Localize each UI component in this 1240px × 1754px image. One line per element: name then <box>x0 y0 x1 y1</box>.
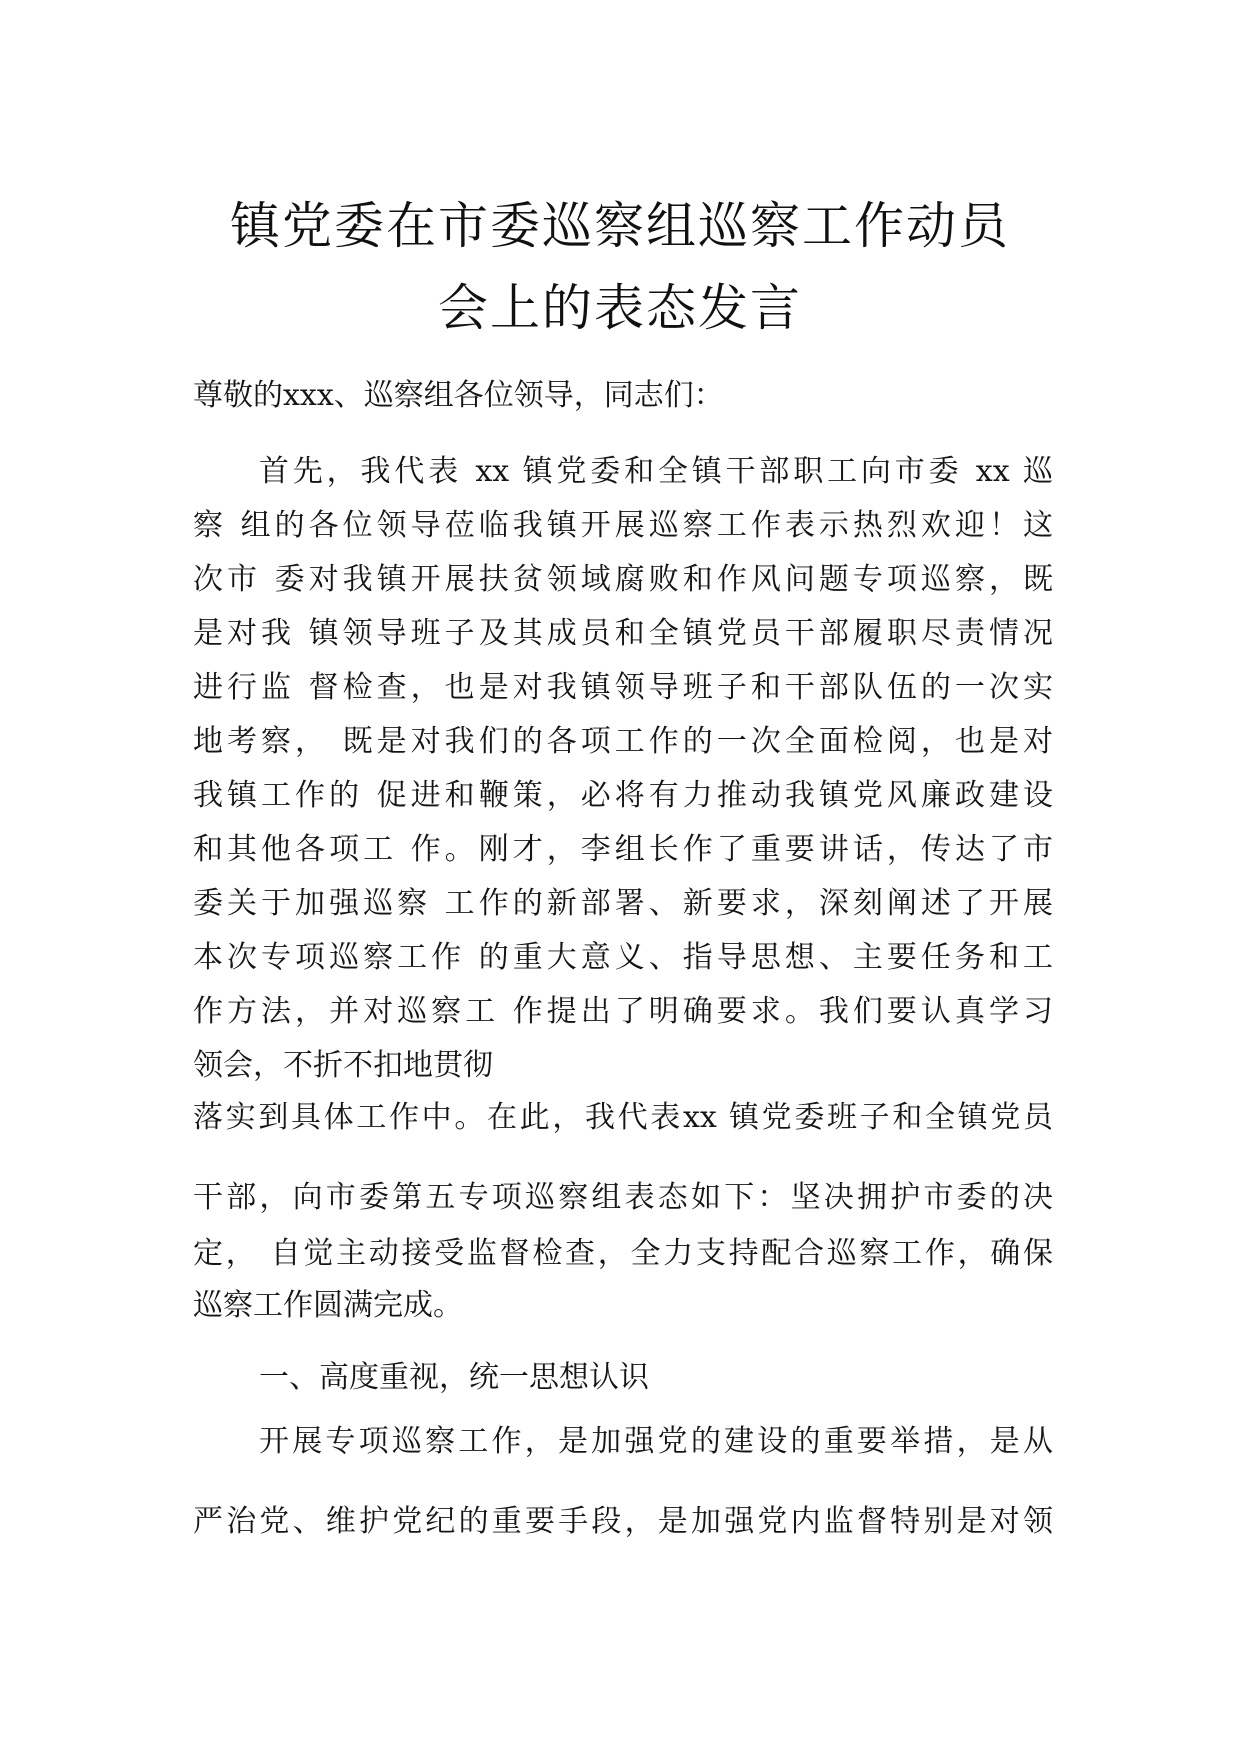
body-line: 和其他各项工 作。刚才，李组长作了重要讲话，传达了市 <box>193 832 1053 867</box>
body-line: 落实到具体工作中。在此，我代表xx 镇党委班子和全镇党员 <box>193 1100 1053 1135</box>
section-heading: 一、高度重视，统一思想认识 <box>259 1360 649 1395</box>
body-line: 我镇工作的 促进和鞭策，必将有力推动我镇党风廉政建设 <box>193 778 1053 813</box>
body-line: 地考察， 既是对我们的各项工作的一次全面检阅，也是对 <box>193 724 1053 759</box>
section-line: 严治党、维护党纪的重要手段，是加强党内监督特别是对领 <box>193 1504 1053 1539</box>
document-title-line-1: 镇党委在市委巡察组巡察工作动员 <box>230 197 1010 255</box>
body-line: 领会，不折不扣地贯彻 <box>193 1048 493 1083</box>
body-line: 本次专项巡察工作 的重大意义、指导思想、主要任务和工 <box>193 940 1053 975</box>
salutation: 尊敬的xxx、巡察组各位领导，同志们： <box>193 378 724 413</box>
section-line: 开展专项巡察工作，是加强党的建设的重要举措，是从 <box>259 1424 1053 1459</box>
body-line: 是对我 镇领导班子及其成员和全镇党员干部履职尽责情况 <box>193 616 1053 651</box>
body-line: 进行监 督检查，也是对我镇领导班子和干部队伍的一次实 <box>193 670 1053 705</box>
body-line: 委关于加强巡察 工作的新部署、新要求，深刻阐述了开展 <box>193 886 1053 921</box>
body-line: 定， 自觉主动接受监督检查，全力支持配合巡察工作，确保 <box>193 1236 1053 1271</box>
body-line: 作方法，并对巡察工 作提出了明确要求。我们要认真学习 <box>193 994 1053 1029</box>
document-title-line-2: 会上的表态发言 <box>438 279 802 337</box>
body-line: 首先，我代表 xx 镇党委和全镇干部职工向市委 xx 巡 <box>259 454 1053 489</box>
body-line: 察 组的各位领导莅临我镇开展巡察工作表示热烈欢迎！这 <box>193 508 1053 543</box>
body-line: 干部，向市委第五专项巡察组表态如下：坚决拥护市委的决 <box>193 1180 1053 1215</box>
body-line: 次市 委对我镇开展扶贫领域腐败和作风问题专项巡察，既 <box>193 562 1053 597</box>
body-line: 巡察工作圆满完成。 <box>193 1288 463 1323</box>
